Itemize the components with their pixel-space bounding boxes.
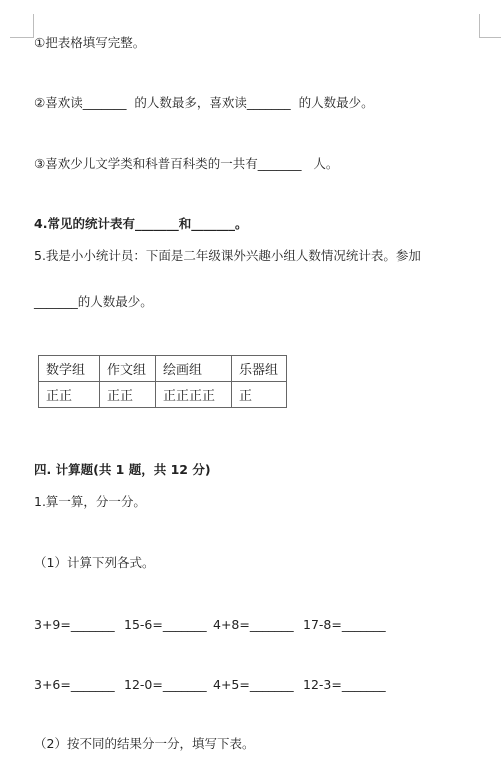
- tally-header-cell: 数学组: [39, 356, 100, 382]
- equation: 3+6=_______: [34, 677, 115, 692]
- tally-value-cell: 正正正正: [156, 382, 232, 408]
- tally-value-cell: 正: [232, 382, 287, 408]
- question-5-line-2: _______的人数最少。: [34, 294, 153, 309]
- tally-value-row: [39, 382, 287, 408]
- section-4-title: 四. 计算题(共 1 题，共 12 分): [34, 462, 211, 477]
- question-3-sub-1: ①把表格填写完整。: [34, 35, 146, 50]
- section-4-question-1: 1.算一算，分一分。: [34, 494, 146, 509]
- question-3-sub-3: ③喜欢少儿文学类和科普百科类的一共有_______ 人。: [34, 156, 339, 171]
- section-4-part-1: （1）计算下列各式。: [34, 555, 155, 570]
- equation: 15-6=_______: [124, 617, 207, 632]
- equation: 12-0=_______: [124, 677, 207, 692]
- question-3-sub-2: ②喜欢读_______ 的人数最多，喜欢读_______ 的人数最少。: [34, 95, 374, 110]
- tally-value-cell: 正正: [100, 382, 156, 408]
- tally-header-cell: 绘画组: [156, 356, 232, 382]
- tally-header-row: [39, 356, 287, 382]
- section-4-part-2: （2）按不同的结果分一分，填写下表。: [34, 736, 255, 751]
- equation: 3+9=_______: [34, 617, 115, 632]
- tally-header-cell: 作文组: [100, 356, 156, 382]
- crop-mark-right-horizontal: [479, 37, 501, 38]
- question-4: 4.常见的统计表有_______和_______。: [34, 216, 248, 231]
- crop-mark-left-horizontal: [10, 37, 34, 38]
- equation: 12-3=_______: [303, 677, 386, 692]
- crop-mark-right-vertical: [479, 14, 480, 38]
- tally-header-cell: 乐器组: [232, 356, 287, 382]
- equation: 4+8=_______: [213, 617, 294, 632]
- tally-value-cell: 正正: [39, 382, 100, 408]
- tally-table: [38, 355, 287, 408]
- equation: 4+5=_______: [213, 677, 294, 692]
- question-5-line-1: 5.我是小小统计员：下面是二年级课外兴趣小组人数情况统计表。参加: [34, 248, 421, 263]
- equation: 17-8=_______: [303, 617, 386, 632]
